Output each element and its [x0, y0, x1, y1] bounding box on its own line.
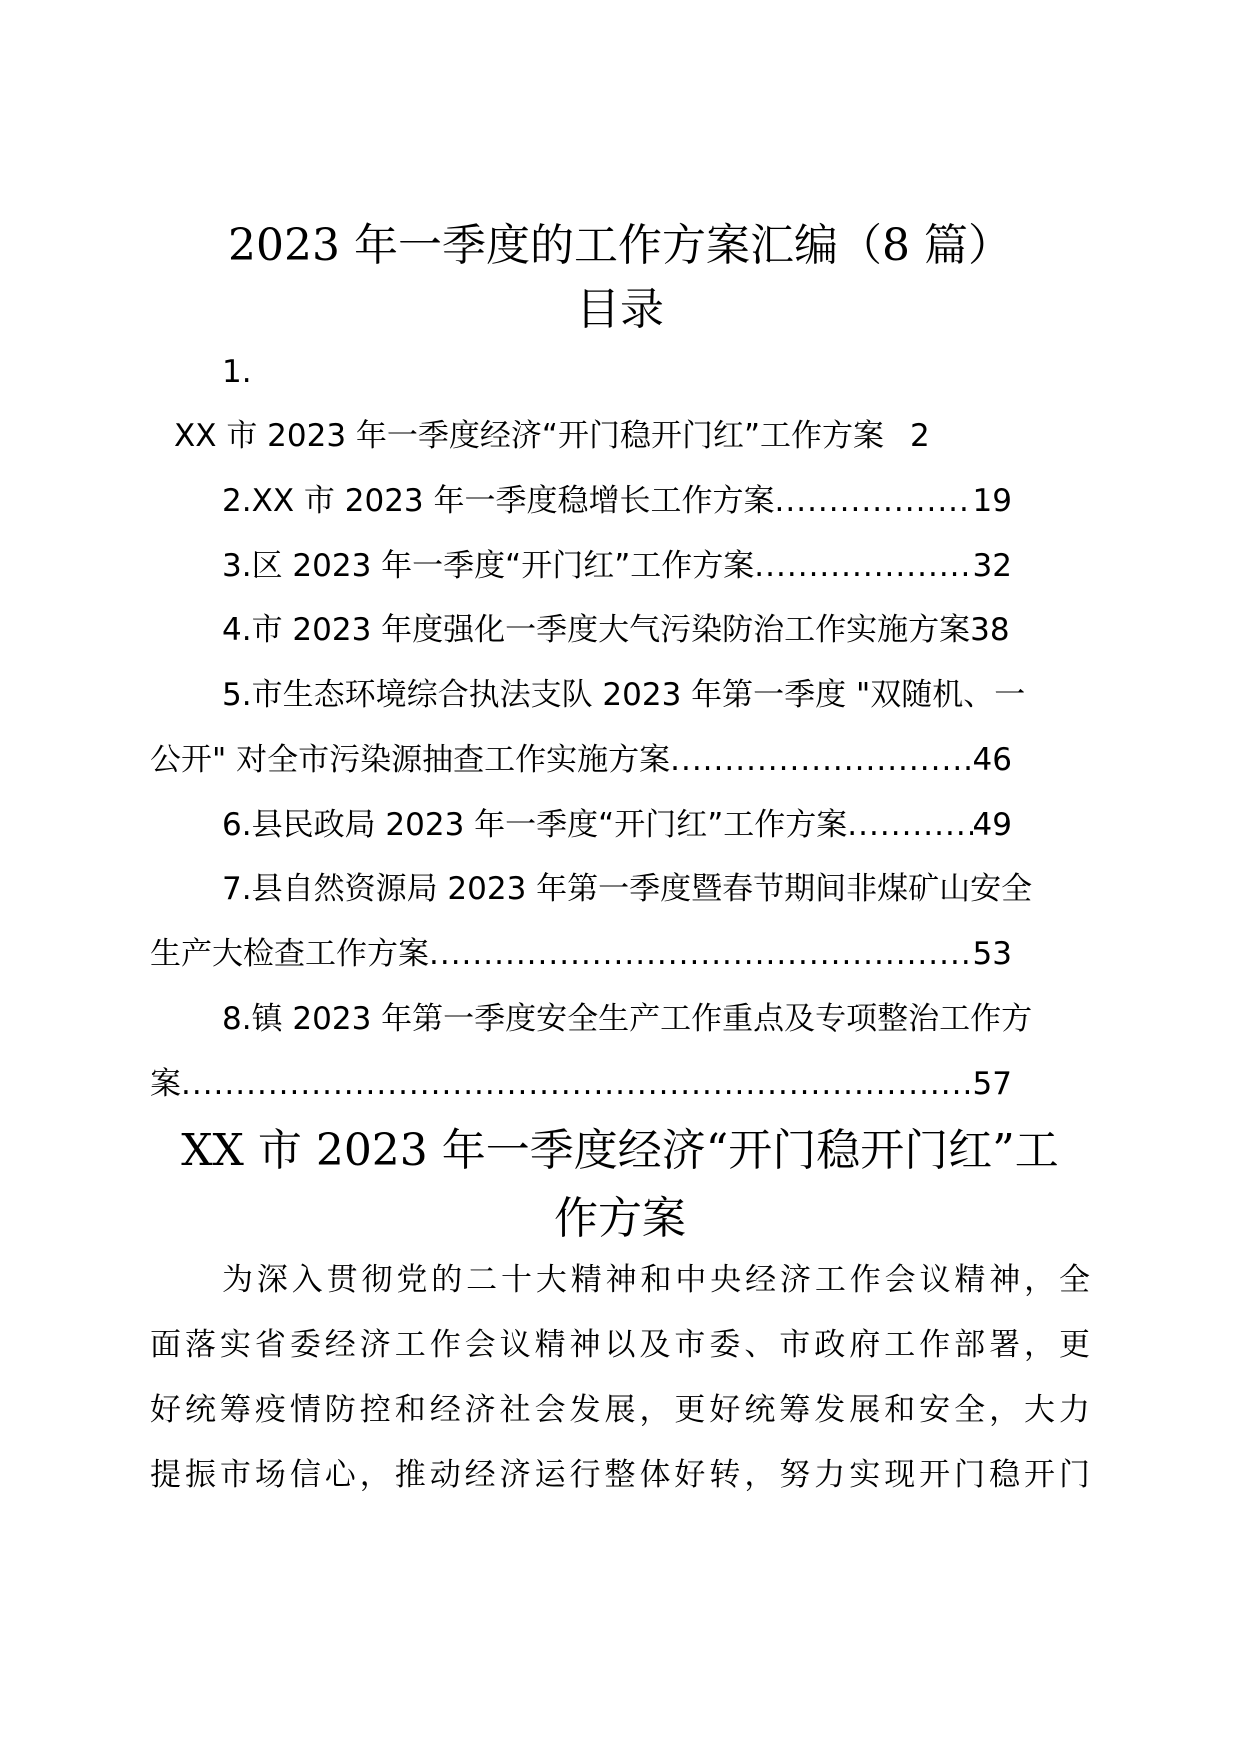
toc-item-5-leader — [670, 738, 972, 782]
paragraph-line: 为深入贯彻党的二十大精神和中央经济工作会议精神，全 — [222, 1262, 1090, 1298]
toc-item-6-text: 6.县民政局 2023 年一季度“开门红”工作方案 — [222, 807, 848, 843]
paragraph-line: 好统筹疫情防控和经济社会发展，更好统筹发展和安全，大力 — [150, 1392, 1090, 1428]
toc-item-8-line-1: 8.镇 2023 年第一季度安全生产工作重点及专项整治工作方 — [222, 1001, 1033, 1037]
paragraph-line: 面落实省委经济工作会议精神以及市委、市政府工作部署，更 — [150, 1327, 1090, 1363]
toc-item-1-number: 1. — [222, 354, 252, 390]
toc-item-4: 4.市 2023 年度强化一季度大气污染防治工作实施方案38 — [222, 612, 1010, 648]
toc-item-2-page: 19 — [972, 483, 1012, 519]
toc-item-1-text: XX 市 2023 年一季度经济“开门稳开门红”工作方案 — [174, 418, 885, 454]
paragraph-line: 提振市场信心，推动经济运行整体好转，努力实现开门稳开门 — [150, 1457, 1090, 1493]
article-title-line-1: XX 市 2023 年一季度经济“开门稳开门红”工 — [181, 1125, 1059, 1176]
article-title-line-2: 作方案 — [554, 1193, 686, 1244]
toc-item-7-page: 53 — [972, 936, 1012, 972]
toc-item-5-page: 46 — [972, 742, 1012, 778]
toc-heading: 目录 — [576, 284, 664, 335]
toc-item-5 — [150, 738, 1012, 782]
toc-item-3-leader — [754, 544, 972, 588]
toc-item-1-page: 2 — [910, 418, 930, 454]
toc-item-6 — [222, 803, 1012, 847]
toc-item-5-line-1: 5.市生态环境综合执法支队 2023 年第一季度 "双随机、一 — [222, 677, 1026, 713]
toc-item-6-page: 49 — [972, 807, 1012, 843]
toc-item-2-leader — [775, 479, 973, 523]
toc-item-7-leader — [429, 932, 973, 976]
toc-item-2-text: 2.XX 市 2023 年一季度稳增长工作方案 — [222, 483, 775, 519]
toc-item-3-page: 32 — [972, 548, 1012, 584]
toc-item-8-page: 57 — [972, 1066, 1012, 1102]
toc-item-8-leader — [181, 1062, 973, 1106]
toc-item-6-leader — [847, 803, 972, 847]
document-title: 2023 年一季度的工作方案汇编（8 篇） — [228, 220, 1012, 271]
toc-item-7-line-1: 7.县自然资源局 2023 年第一季度暨春节期间非煤矿山安全 — [222, 871, 1033, 907]
toc-item-1 — [174, 414, 930, 458]
toc-item-7 — [150, 932, 1012, 976]
toc-item-3 — [222, 544, 1012, 588]
toc-item-3-text: 3.区 2023 年一季度“开门红”工作方案 — [222, 548, 755, 584]
toc-item-2 — [222, 479, 1012, 523]
toc-item-8-line-2: 案 — [150, 1066, 181, 1102]
toc-item-7-line-2: 生产大检查工作方案 — [150, 936, 429, 972]
toc-item-8 — [150, 1062, 1012, 1106]
toc-item-5-line-2: 公开" 对全市污染源抽查工作实施方案 — [150, 742, 671, 778]
